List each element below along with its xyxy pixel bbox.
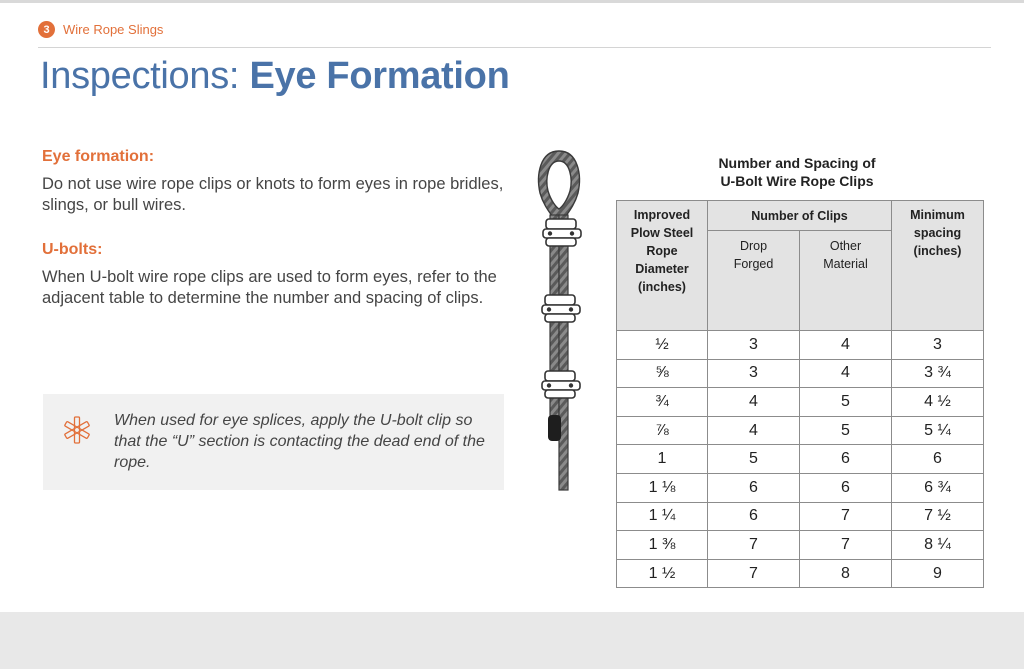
note-text: When used for eye splices, apply the U-bolt clip so that the “U” section is contacting the dead end of the rope. xyxy=(114,412,485,471)
table-row: ⅞ 4 5 5 ¼ xyxy=(617,416,984,445)
col-header-number-of-clips: Number of Clips xyxy=(708,201,892,231)
section-body-eye-formation: Do not use wire rope clips or knots to form eyes in rope bridles, slings, or bull wires. xyxy=(42,175,504,214)
content-column xyxy=(42,148,512,308)
table-title: Number and Spacing of U-Bolt Wire Rope Clips xyxy=(718,155,876,189)
section-heading-u-bolts: U-bolts: xyxy=(42,241,103,258)
note-callout xyxy=(43,394,504,490)
section-body-u-bolts: When U-bolt wire rope clips are used to form eyes, refer to the adjacent table to determine the number and spacing of clips. xyxy=(42,268,497,307)
breadcrumb-label[interactable]: Wire Rope Slings xyxy=(63,22,164,37)
header-divider xyxy=(38,47,991,48)
wire-rope-eye-illustration xyxy=(528,145,590,495)
footer-bar xyxy=(0,612,1024,669)
table-row: ⅝ 3 4 3 ¾ xyxy=(617,359,984,388)
table-row: 1 ½ 7 8 9 xyxy=(617,559,984,588)
table-row: ½ 3 4 3 xyxy=(617,331,984,360)
title-emphasis: Eye Formation xyxy=(249,55,510,97)
col-header-min-spacing: Minimum spacing (inches) xyxy=(892,201,984,331)
section-number-badge: 3 xyxy=(38,21,55,38)
section-heading-eye-formation: Eye formation: xyxy=(42,148,155,165)
table-row: 1 ¼ 6 7 7 ½ xyxy=(617,502,984,531)
breadcrumb xyxy=(38,21,163,38)
table-row: 1 ⅛ 6 6 6 ¾ xyxy=(617,473,984,502)
page-title xyxy=(40,55,510,98)
asterisk-icon xyxy=(63,416,91,444)
col-header-drop-forged: Drop Forged xyxy=(708,231,800,331)
table-row: ¾ 4 5 4 ½ xyxy=(617,388,984,417)
top-rule xyxy=(0,0,1024,3)
title-prefix: Inspections: xyxy=(40,55,250,97)
col-header-other-material: Other Material xyxy=(800,231,892,331)
clip-spacing-table xyxy=(616,200,984,588)
table-row: 1 5 6 6 xyxy=(617,445,984,474)
col-header-diameter: Improved Plow Steel Rope Diameter (inches) xyxy=(617,201,708,331)
table-row: 1 ⅜ 7 7 8 ¼ xyxy=(617,531,984,560)
